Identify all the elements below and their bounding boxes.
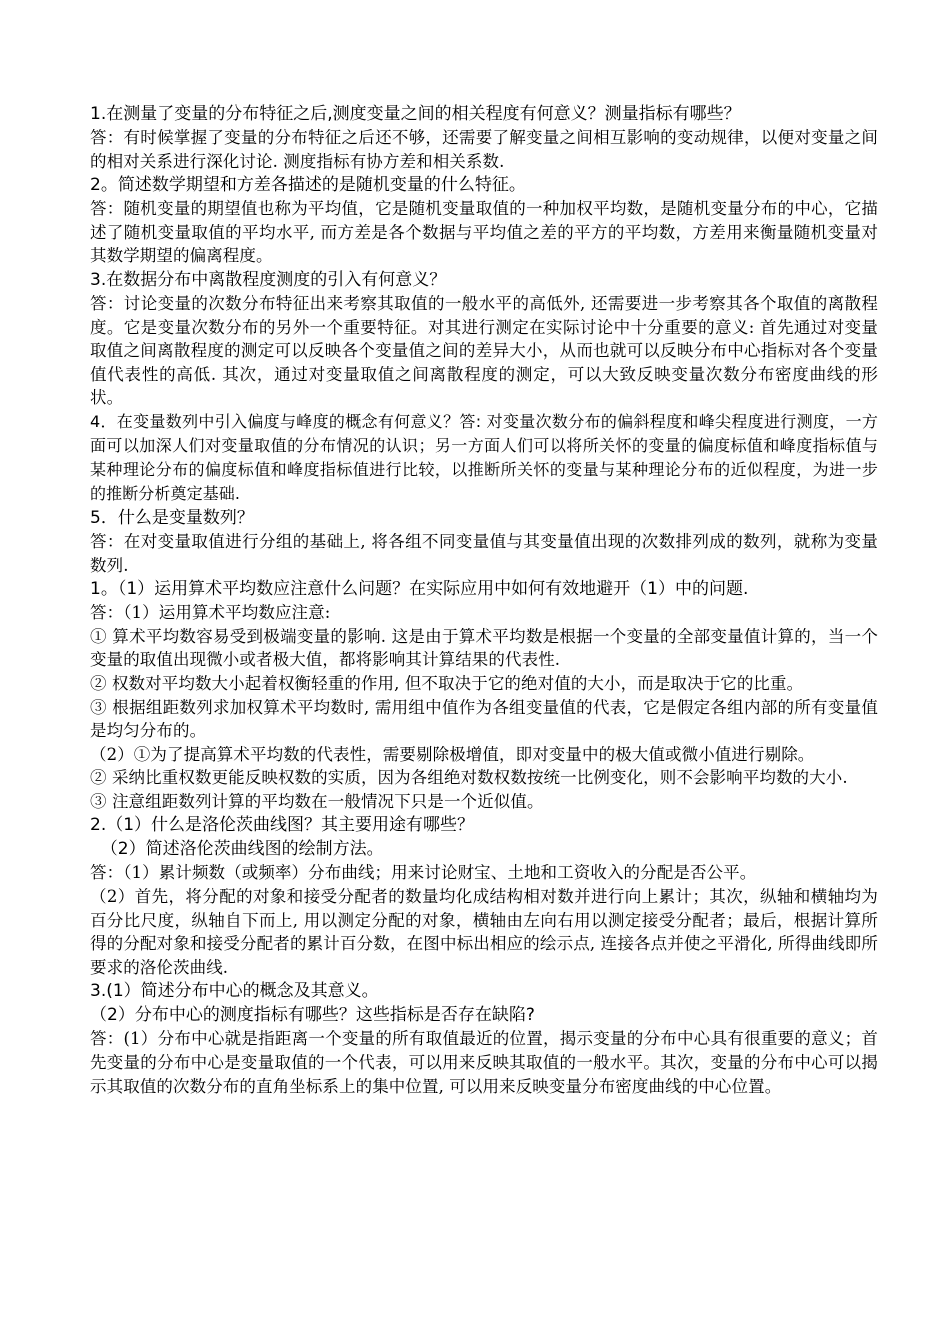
answer-5-text: 答：在对变量取值进行分组的基础上, 将各组不同变量值与其变量值出现的次数排列成的数列，就称为变量数列. <box>90 531 878 575</box>
section2-question-3-part-2: （2）分布中心的测度指标有哪些？这些指标是否存在缺陷? <box>90 1005 535 1026</box>
section2-answer-3-text: 答：(1）分布中心就是指距离一个变量的所有取值最近的位置，揭示变量的分布中心具有很重要的意义；首先变量的分布中心是变量取值的一个代表，可以用来反映其取值的一般水平。其次，变量的分布中心可以揭示其取值的次数分布的直角坐标系上的集中位置, 可以用来反映变量分布密度曲线的中心位置。 <box>90 1029 878 1096</box>
document-page <box>90 102 878 1098</box>
section2-answer-2-point-3: ③ 注意组距数列计算的平均数在一般情况下只是一个近似值。 <box>90 791 544 811</box>
question-2-heading: 2。简述数学期望和方差各描述的是随机变量的什么特征。 <box>90 175 526 196</box>
section2-question-1-heading: 1。（1）运用算术平均数应注意什么问题？在实际应用中如何有效地避开（1）中的问题. <box>90 579 749 600</box>
section2-answer-1-point-3: ③ 根据组距数列求加权算术平均数时, 需用组中值作为各组变量值的代表，它是假定各组内部的所有变量值是均匀分布的。 <box>90 697 878 741</box>
section2-answer-2-point-1: （2）①为了提高算术平均数的代表性，需要剔除极增值，即对变量中的极大值或微小值进行剔除。 <box>90 744 815 764</box>
answer-1-text: 答：有时候掌握了变量的分布特征之后还不够，还需要了解变量之间相互影响的变动规律，以便对变量之间的相对关系进行深化讨论. 测度指标有协方差和相关系数. <box>90 128 878 171</box>
question-3-heading: 3.在数据分布中离散程度测度的引入有何意义？ <box>90 269 447 290</box>
question-1-heading: 1.在测量了变量的分布特征之后,测度变量之间的相关程度有何意义？测量指标有哪些？ <box>90 104 741 124</box>
section2-answer-1-point-1: ① 算术平均数容易受到极端变量的影响. 这是由于算术平均数是根据一个变量的全部变量值计算的，当一个变量的取值出现微小或者极大值，都将影响其计算结果的代表性. <box>90 626 878 670</box>
question-4-with-answer: 4．在变量数列中引入偏度与峰度的概念有何意义？答: 对变量次数分布的偏斜程度和峰尖程度进行测度，一方面可以加深人们对变量取值的分布情况的认识；另一方面人们可以将所关怀的变量的偏度标值和峰度指标值与某种理论分布的偏度标值和峰度指标值进行比较，以推断所关怀的变量与某种理论分布的近似程度，为进一步的推断分析奠定基础. <box>90 411 878 503</box>
section2-answer-2-part-2: （2）首先，将分配的对象和接受分配者的数量均化成结构相对数并进行向上累计；其次，纵轴和横轴均为百分比尺度，纵轴自下而上, 用以测定分配的对象，横轴由左向右用以测定接受分配者；最后，根据计算所得的分配对象和接受分配者的累计百分数，在图中标出相应的绘示点, 连接各点并使之平滑化, 所得曲线即所要求的洛伦茨曲线. <box>90 887 878 977</box>
section2-question-2-part-1: 2.（1）什么是洛伦茨曲线图？其主要用途有哪些？ <box>90 815 475 836</box>
section2-answer-2-part-1: 答：（1）累计频数（或频率）分布曲线；用来讨论财宝、土地和工资收入的分配是否公平。 <box>90 863 757 883</box>
section2-answer-2-point-2: ② 采纳比重权数更能反映权数的实质，因为各组绝对数权数按统一比例变化，则不会影响平均数的大小. <box>90 768 848 788</box>
section2-question-2-part-2: （2）简述洛伦茨曲线图的绘制方法。 <box>90 839 384 860</box>
section2-answer-1-point-2: ② 权数对平均数大小起着权衡轻重的作用, 但不取决于它的绝对值的大小，而是取决于它的比重。 <box>90 673 804 693</box>
answer-3-text: 答：讨论变量的次数分布特征出来考察其取值的一般水平的高低外, 还需要进一步考察其各个取值的离散程度。它是变量次数分布的另外一个重要特征。对其进行测定在实际讨论中十分重要的意义: 首先通过对变量取值之间离散程度的测定可以反映各个变量值之间的差异大小，从而也就可以反映分布中心指标对各个变量值代表性的高低. 其次，通过对变量取值之间离散程度的测定，可以大致反映变量次数分布密度曲线的形状。 <box>90 293 878 408</box>
question-5-heading: 5．什么是变量数列？ <box>90 507 254 528</box>
answer-2-text: 答：随机变量的期望值也称为平均值，它是随机变量取值的一种加权平均数，是随机变量分布的中心，它描述了随机变量取值的平均水平, 而方差是各个数据与平均值之差的平方的平均数，方差用来衡量随机变量对其数学期望的偏离程度。 <box>90 199 878 266</box>
section2-question-3-part-1: 3.(1）简述分布中心的概念及其意义。 <box>90 981 379 1002</box>
section2-answer-1-intro: 答：（1）运用算术平均数应注意: <box>90 603 331 623</box>
